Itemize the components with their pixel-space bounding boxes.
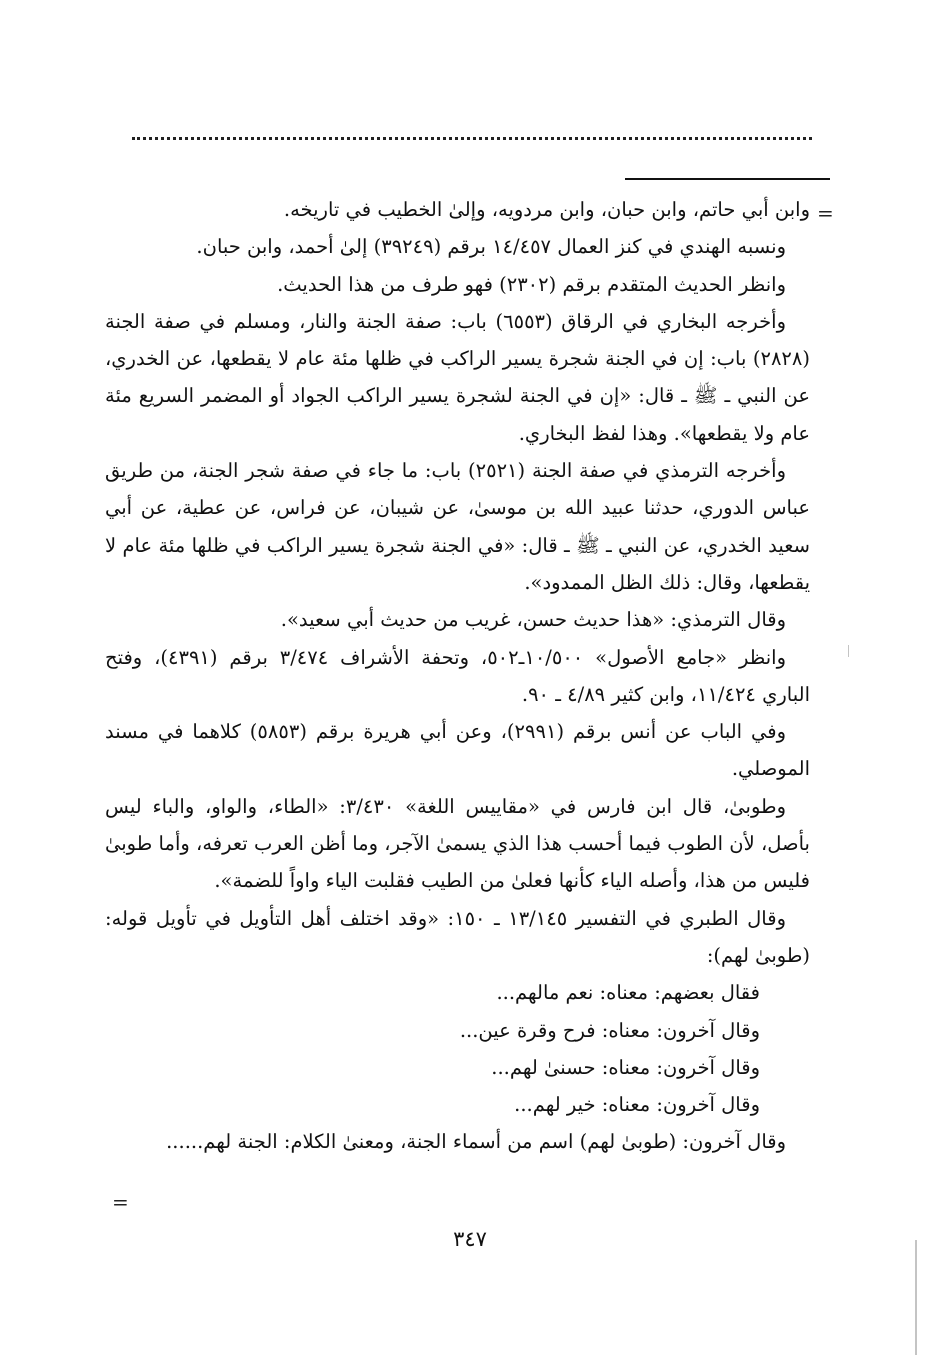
footnote-paragraph: وأخرجه البخاري في الرقاق (٦٥٥٣) باب: صفة الجنة والنار، ومسلم في صفة الجنة (٢٨٢٨) باب: إن في الجنة شجرة يسير الراكب في ظلها مئة عام لا يقطعها، عن الخدري، عن النبي ـ ﷺ ـ قال: «إن في الجنة لشجرة يسير الراكب الجواد أو المضمر السريع مئة عام ولا يقطعها». وهذا لفظ البخاري.	[105, 309, 810, 445]
continuation-mark-top: =	[817, 201, 834, 225]
footnote-line: وقال الترمذي: «هذا حديث حسن، غريب من حديث أبي سعيد».	[280, 608, 786, 632]
footnote-paragraph: وقال الطبري في التفسير ١٣/١٤٥ ـ ١٥٠: «وقد اختلف أهل التأويل في تأويل قوله: (طوبىٰ لهم):	[105, 906, 810, 967]
footnote-line: ونسبه الهندي في كنز العمال ١٤/٤٥٧ برقم (٣٩٢٤٩) إلىٰ أحمد، وابن حبان.	[196, 235, 786, 259]
footnote-paragraph: وانظر «جامع الأصول» ١٠/٥٠٠ـ٥٠٢، وتحفة الأشراف ٣/٤٧٤ برقم (٤٣٩١)، وفتح الباري ١١/٤٢٤، وابن كثير ٤/٨٩ ـ ٩٠.	[105, 645, 810, 706]
footnote-paragraph: وطوبىٰ، قال ابن فارس في «مقاييس اللغة» ٣/٤٣٠: «الطاء، والواو، والباء ليس بأصل، لأن الطوب فيما أحسب هذا الذي يسمىٰ الآجر، وما أظن العرب تعرفه، وأما طوبىٰ فليس من هذا، وأصله الياء كأنها فعلىٰ من الطيب فقلبت الياء واواً للضمة».	[105, 794, 810, 893]
page-number: ٣٤٧	[453, 1227, 487, 1251]
footnote-line: وانظر الحديث المتقدم برقم (٢٣٠٢) فهو طرف من هذا الحديث.	[277, 272, 786, 296]
quote-line: فقال بعضهم: معناه: نعم مالهم...	[496, 981, 760, 1005]
footnotes-block	[105, 191, 810, 1161]
footnote-line: وابن أبي حاتم، وابن حبان، وابن مردويه، وإلىٰ الخطيب في تاريخه.	[283, 198, 810, 221]
scan-edge-mark	[848, 645, 849, 657]
footnote-paragraph: وفي الباب عن أنس برقم (٢٩٩١)، وعن أبي هريرة برقم (٥٨٥٣) كلاهما في مسند الموصلي.	[105, 720, 810, 781]
scan-edge-mark	[915, 1240, 917, 1355]
footnote-paragraph: وقال آخرون: (طوبىٰ لهم) اسم من أسماء الجنة، ومعنىٰ الكلام: الجنة لهم......	[166, 1130, 786, 1154]
quote-line: وقال آخرون: معناه: فرح وقرة عين...	[459, 1018, 760, 1042]
continuation-mark-bottom: =	[112, 1190, 129, 1214]
header-dotted-line	[132, 137, 812, 140]
footnote-separator	[625, 178, 830, 180]
quote-line: وقال آخرون: معناه: حسنىٰ لهم...	[491, 1055, 760, 1079]
footnote-paragraph: وأخرجه الترمذي في صفة الجنة (٢٥٢١) باب: ما جاء في صفة شجر الجنة، من طريق عباس الدوري، حدثنا عبيد الله بن موسىٰ، عن شيبان، عن فراس، عن عطية، عن أبي سعيد الخدري، عن النبي ـ ﷺ ـ قال: «في الجنة شجرة يسير الراكب في ظلها مئة عام لا يقطعها، وقال: ذلك الظل الممدود».	[105, 459, 810, 594]
quote-line: وقال آخرون: معناه: خير لهم...	[514, 1093, 760, 1117]
